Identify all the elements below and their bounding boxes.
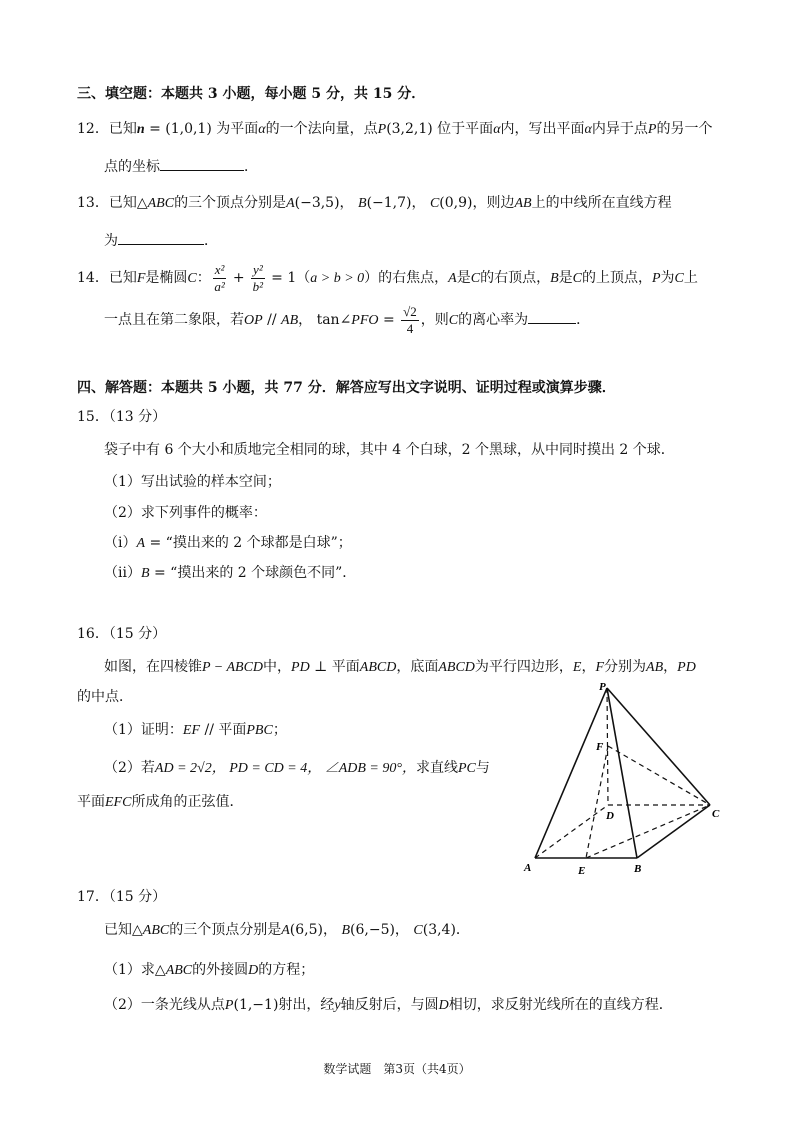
- q14-line2: 一点且在第二象限，若OP // AB， tan∠PFO = $\frac{√2}{4}$ ，则C的离心率为 ．: [104, 303, 591, 336]
- q16-stem-line2: 的中点．: [77, 689, 133, 705]
- q17-heading: 17．（15 分）: [77, 889, 167, 905]
- q16-part2: （2）若AD = 2√2， PD = CD = 4， ∠ADB = 90°，求直线PC与: [104, 760, 490, 776]
- section4-heading: 四、解答题：本题共 5 小题，共 77 分．解答应写出文字说明、证明过程或演算步骤．: [77, 380, 616, 396]
- label-B: B: [634, 863, 642, 875]
- label-E: E: [578, 865, 586, 877]
- q12-number: 12．: [77, 121, 109, 137]
- edge-PB: [607, 688, 637, 858]
- q13-line2: 为 ．: [104, 230, 218, 251]
- q17-stem: 已知△ABC的三个顶点分别是A(6,5)， B(6,−5)， C(3,4)．: [104, 922, 470, 938]
- segment-FE: [586, 746, 608, 858]
- q12-line1: 12．已知n = (1,0,1) 为平面α的一个法向量，点P(3,2,1) 位于平面α内，写出平面α内异于点P的另一个: [77, 121, 713, 137]
- q12-line2: 点的坐标 ．: [104, 156, 258, 177]
- q15-stem: 袋子中有 6 个大小和质地完全相同的球，其中 4 个白球，2 个黑球，从中同时摸出 2 个球．: [104, 442, 675, 458]
- q13-line1: 13．已知△ABC的三个顶点分别是A(−3,5)， B(−1,7)， C(0,9)，则边AB上的中线所在直线方程: [77, 195, 672, 211]
- q14-number: 14．: [77, 270, 109, 286]
- label-P: P: [599, 681, 606, 693]
- answer-blank[interactable]: [528, 309, 576, 324]
- edge-PA: [535, 688, 607, 858]
- page-footer: 数学试题 第3页（共4页）: [323, 1062, 471, 1076]
- q15-part2: （2）求下列事件的概率：: [104, 505, 267, 521]
- q16-part2-line2: 平面EFC所成角的正弦值．: [77, 794, 244, 810]
- section3-heading: 三、填空题：本题共 3 小题，每小题 5 分，共 15 分．: [77, 86, 426, 102]
- q16-heading: 16．（15 分）: [77, 626, 167, 642]
- q15-part1: （1）写出试验的样本空间；: [104, 474, 281, 490]
- answer-blank[interactable]: [160, 156, 244, 171]
- label-A: A: [524, 862, 532, 874]
- pyramid-figure: [515, 680, 730, 880]
- q15-part2-i: （i）A = “摸出来的 2 个球都是白球”；: [104, 535, 352, 551]
- label-C: C: [712, 808, 720, 820]
- answer-blank[interactable]: [118, 230, 204, 245]
- q16-part1: （1）证明：EF // 平面PBC；: [104, 722, 287, 738]
- label-F: F: [596, 741, 604, 753]
- q17-part1: （1）求△ABC的外接圆D的方程；: [104, 962, 315, 978]
- q14-line1: 14．已知F是椭圆C： $\frac{\text{x²}}{\text{a²}}$ + $\frac{\text{y²}}{\text{b²}}$ = 1（a > b > 0）的右焦点，A是C的右顶点，B是C的上顶点，P为C上: [77, 261, 698, 294]
- label-D: D: [606, 810, 614, 822]
- fraction: $\frac{\text{x²}}{\text{a²}}$: [214, 261, 225, 294]
- segment-FC: [608, 746, 710, 805]
- q15-part2-ii: （ii）B = “摸出来的 2 个球颜色不同”．: [104, 565, 357, 581]
- fraction: $\frac{\text{y²}}{\text{b²}}$: [252, 261, 264, 294]
- q15-heading: 15．（13 分）: [77, 409, 167, 425]
- q17-part2: （2）一条光线从点P(1,−1)射出，经y轴反射后，与圆D相切，求反射光线所在的直线方程．: [104, 997, 673, 1013]
- q16-stem-line1: 如图，在四棱锥P − ABCD中，PD ⊥ 平面ABCD，底面ABCD为平行四边形，E，F分别为AB，PD: [104, 659, 696, 675]
- edge-PC: [607, 688, 710, 805]
- fraction: $\frac{√2}{4}$: [403, 303, 417, 336]
- q13-number: 13．: [77, 195, 109, 211]
